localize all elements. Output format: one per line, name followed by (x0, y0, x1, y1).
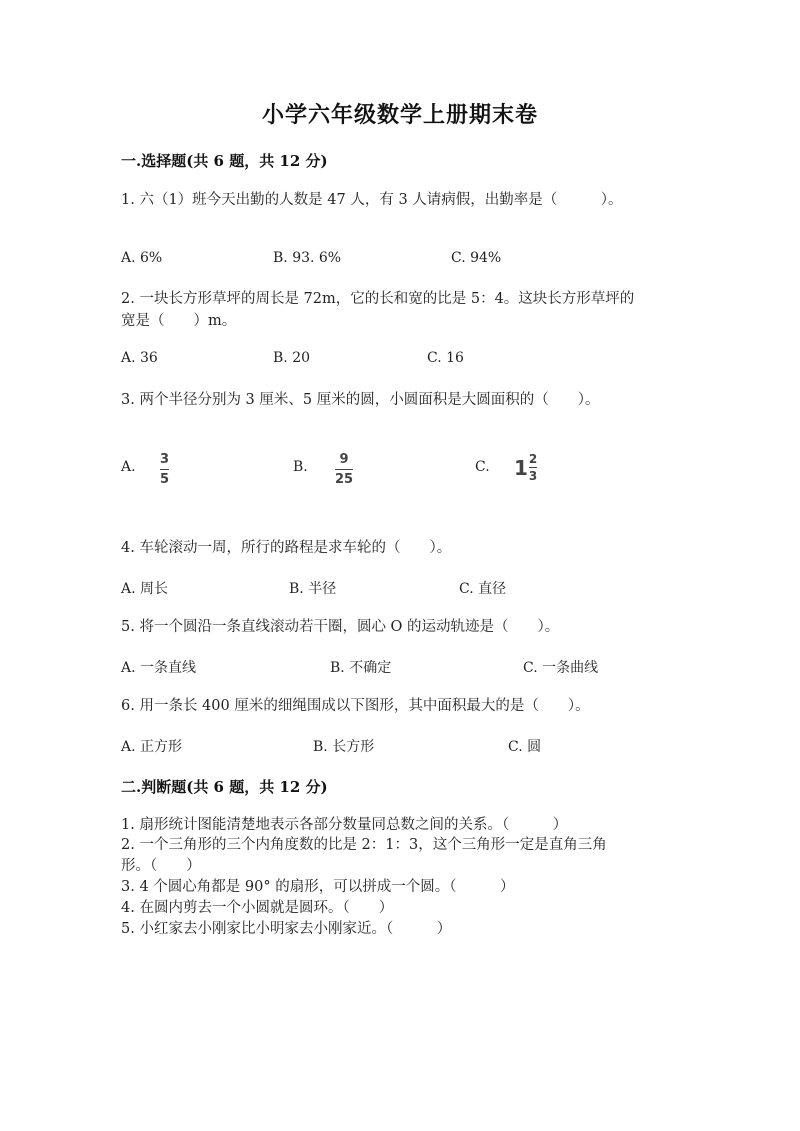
fraction-numerator: 3 (160, 452, 170, 467)
question-1: 1. 六（1）班今天出勤的人数是 47 人，有 3 人请病假，出勤率是（ ）。 (121, 192, 623, 208)
question-2-line2: 宽是（ ）m。 (121, 313, 237, 329)
question-4: 4. 车轮滚动一周，所行的路程是求车轮的（ ）。 (121, 540, 452, 556)
q3-option-b-label: B. (293, 459, 308, 475)
q6-option-a: A. 正方形 (121, 739, 183, 755)
tf-item-2-line2: 形。（ ） (121, 858, 201, 874)
fraction-denominator: 3 (528, 469, 538, 483)
question-6: 6. 用一条长 400 厘米的细绳围成以下图形，其中面积最大的是（ ）。 (121, 698, 590, 714)
question-5: 5. 将一个圆沿一条直线滚动若干圈，圆心 O 的运动轨迹是（ ）。 (121, 619, 560, 635)
question-3: 3. 两个半径分别为 3 厘米、5 厘米的圆，小圆面积是大圆面积的（ ）。 (121, 392, 600, 408)
fraction-denominator: 25 (335, 472, 354, 487)
q6-option-c: C. 圆 (508, 739, 542, 755)
tf-item-1: 1. 扇形统计图能清楚地表示各部分数量同总数之间的关系。（ ） (121, 817, 568, 833)
tf-item-3: 3. 4 个圆心角都是 90° 的扇形，可以拼成一个圆。（ ） (121, 879, 515, 895)
page-title: 小学六年级数学上册期末卷 (261, 102, 538, 128)
section-heading-choice: 一.选择题(共 6 题，共 12 分) (121, 152, 328, 170)
q1-option-a: A. 6% (121, 250, 163, 266)
q2-option-a: A. 36 (121, 350, 158, 366)
q4-option-a: A. 周长 (121, 581, 169, 597)
tf-item-5: 5. 小红家去小刚家比小明家去小刚家近。（ ） (121, 921, 452, 937)
q3-option-b-fraction (335, 452, 353, 487)
section-heading-true-false: 二.判断题(共 6 题，共 12 分) (121, 778, 328, 796)
q2-option-b: B. 20 (273, 350, 311, 366)
q3-option-a-fraction (160, 452, 169, 487)
fraction-bar (160, 469, 169, 470)
fraction-bar (335, 469, 353, 470)
q6-option-b: B. 长方形 (313, 739, 375, 755)
q5-option-a: A. 一条直线 (121, 660, 197, 676)
question-2-line1: 2. 一块长方形草坪的周长是 72m，它的长和宽的比是 5：4。这块长方形草坪的 (121, 291, 635, 307)
q3-option-a-label: A. (121, 459, 136, 475)
q2-option-c: C. 16 (427, 350, 464, 366)
tf-item-4: 4. 在圆内剪去一个小圆就是圆环。（ ） (121, 900, 394, 916)
q5-option-b: B. 不确定 (330, 660, 392, 676)
tf-item-2-line1: 2. 一个三角形的三个内角度数的比是 2：1：3，这个三角形一定是直角三角 (121, 837, 607, 853)
q5-option-c: C. 一条曲线 (523, 660, 599, 676)
fraction-denominator: 5 (160, 472, 170, 487)
mixed-fraction (529, 452, 537, 483)
q4-option-b: B. 半径 (289, 581, 337, 597)
q1-option-b: B. 93. 6% (273, 250, 342, 266)
fraction-numerator: 9 (339, 452, 349, 467)
mixed-whole: 1 (514, 455, 528, 480)
q1-option-c: C. 94% (451, 250, 502, 266)
fraction-numerator: 2 (528, 452, 538, 466)
q3-option-c-mixed-number (514, 452, 537, 483)
q3-option-c-label: C. (475, 459, 490, 475)
fraction-bar (529, 467, 537, 468)
q4-option-c: C. 直径 (459, 581, 507, 597)
